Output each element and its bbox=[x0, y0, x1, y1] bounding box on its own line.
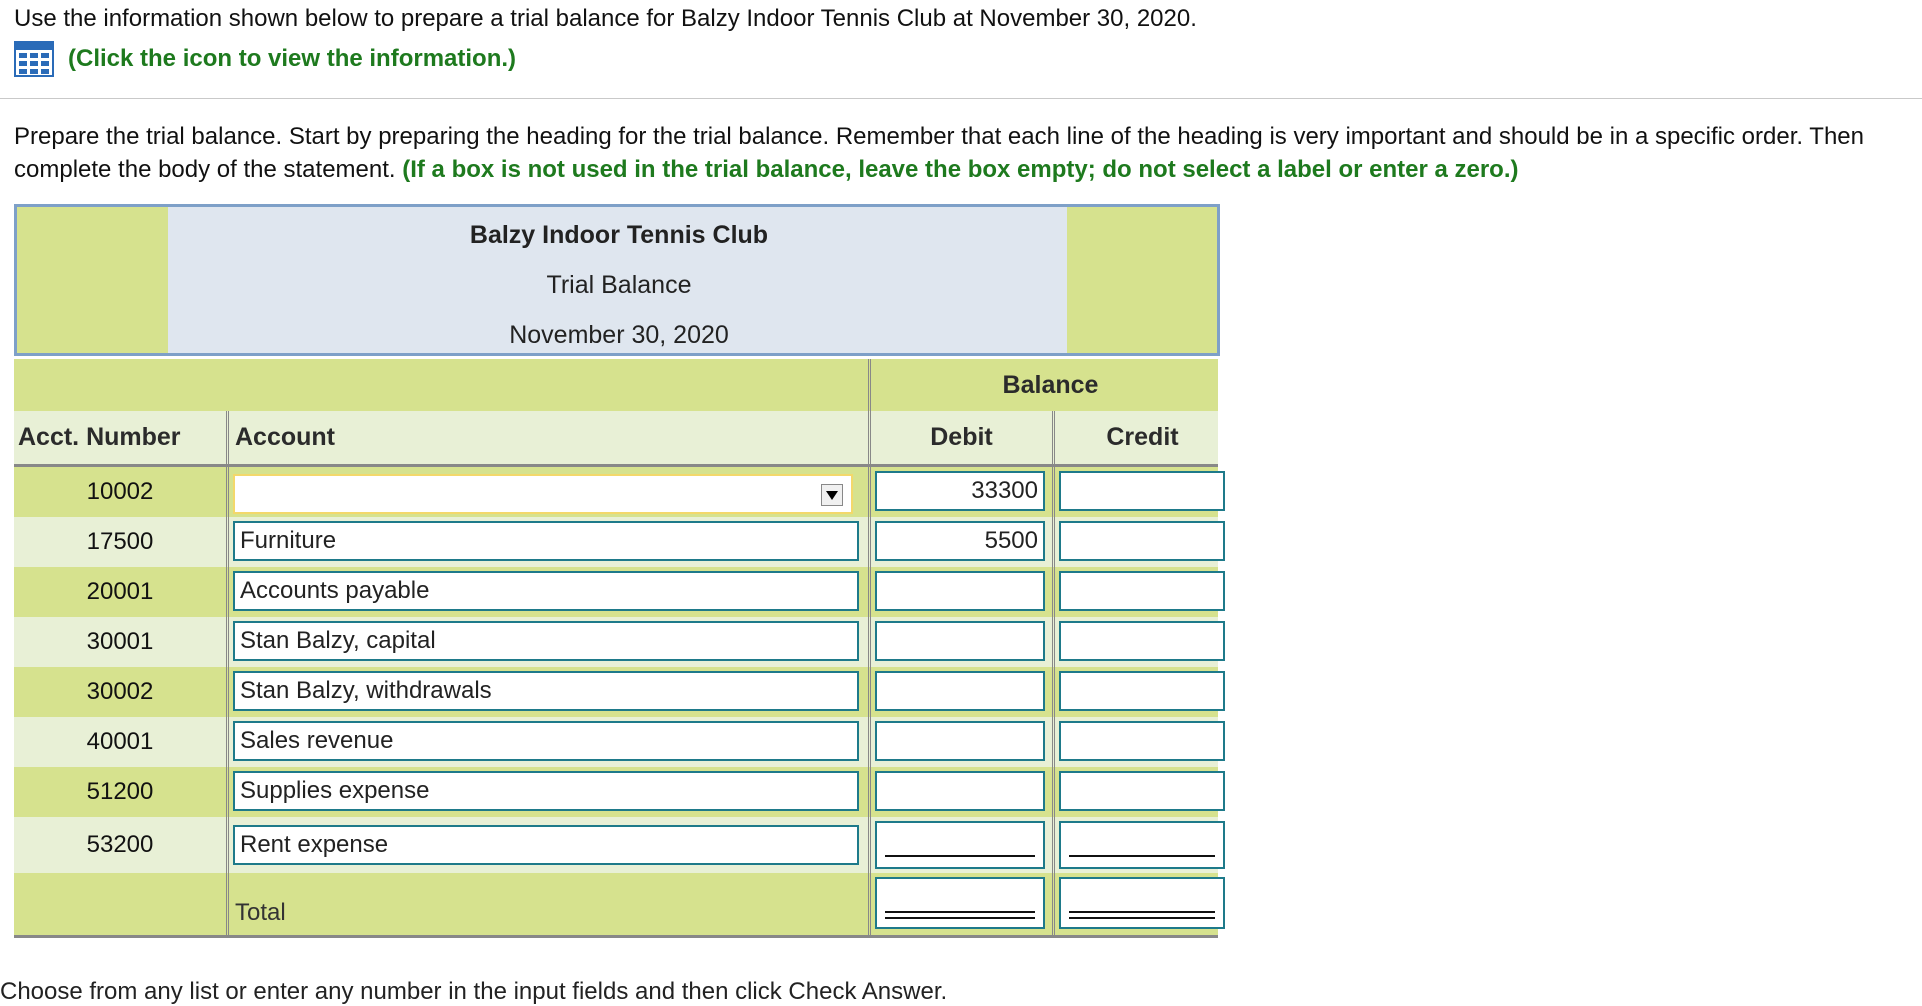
table-row bbox=[14, 467, 1218, 517]
credit-header: Credit bbox=[1106, 423, 1179, 451]
acct-number: 17500 bbox=[86, 528, 154, 555]
table-row bbox=[14, 567, 1218, 617]
account-input[interactable]: Sales revenue bbox=[233, 721, 859, 761]
trial-balance-heading bbox=[14, 204, 1220, 356]
total-debit-input[interactable] bbox=[875, 877, 1045, 929]
debit-input[interactable] bbox=[875, 771, 1045, 811]
acct-number: 30002 bbox=[86, 678, 154, 705]
column-header-row bbox=[14, 411, 1218, 467]
debit-header: Debit bbox=[930, 423, 993, 451]
heading-statement[interactable]: Trial Balance bbox=[546, 271, 692, 299]
balance-header: Balance bbox=[1002, 370, 1099, 399]
table-row bbox=[14, 517, 1218, 567]
credit-input[interactable] bbox=[1059, 821, 1225, 869]
instructions bbox=[14, 120, 1894, 186]
account-select[interactable] bbox=[233, 474, 853, 514]
acct-number-header: Acct. Number bbox=[18, 423, 181, 451]
heading-company[interactable]: Balzy Indoor Tennis Club bbox=[469, 221, 769, 249]
table-row bbox=[14, 617, 1218, 667]
table-row bbox=[14, 817, 1218, 873]
total-row bbox=[14, 873, 1218, 938]
data-table-icon[interactable] bbox=[14, 41, 54, 77]
table-row bbox=[14, 717, 1218, 767]
debit-input[interactable]: 5500 bbox=[875, 521, 1045, 561]
dropdown-arrow-icon[interactable] bbox=[821, 484, 843, 506]
acct-number: 20001 bbox=[86, 578, 154, 605]
balance-header-row bbox=[14, 359, 1218, 414]
acct-number: 30001 bbox=[86, 628, 154, 655]
credit-input[interactable] bbox=[1059, 521, 1225, 561]
footer-instruction: Choose from any list or enter any number in the input fields and then click Check Answer. bbox=[0, 978, 948, 1005]
debit-input[interactable] bbox=[875, 571, 1045, 611]
debit-input[interactable] bbox=[875, 821, 1045, 869]
account-input[interactable]: Rent expense bbox=[233, 825, 859, 865]
acct-number: 53200 bbox=[86, 831, 154, 858]
table-row bbox=[14, 667, 1218, 717]
account-input[interactable]: Supplies expense bbox=[233, 771, 859, 811]
debit-input[interactable] bbox=[875, 721, 1045, 761]
account-input[interactable]: Stan Balzy, capital bbox=[233, 621, 859, 661]
debit-input[interactable] bbox=[875, 671, 1045, 711]
intro-text: Use the information shown below to prepare a trial balance for Balzy Indoor Tennis Club at November 30, 2020. bbox=[14, 5, 1197, 32]
credit-input[interactable] bbox=[1059, 771, 1225, 811]
acct-number: 51200 bbox=[86, 778, 154, 805]
acct-number: 10002 bbox=[86, 478, 154, 505]
instructions-note: (If a box is not used in the trial balance, leave the box empty; do not select a label or enter a zero.) bbox=[402, 156, 1519, 183]
total-credit-input[interactable] bbox=[1059, 877, 1225, 929]
debit-input[interactable]: 33300 bbox=[875, 471, 1045, 511]
account-input[interactable]: Stan Balzy, withdrawals bbox=[233, 671, 859, 711]
credit-input[interactable] bbox=[1059, 721, 1225, 761]
heading-date[interactable]: November 30, 2020 bbox=[509, 321, 729, 349]
account-header: Account bbox=[235, 423, 335, 451]
credit-input[interactable] bbox=[1059, 621, 1225, 661]
info-row bbox=[14, 42, 516, 76]
instructions-text: Prepare the trial balance. Start by preparing the heading for the trial balance. Remember that each line of the heading is very important and should be in a specific order. Then complete the body of the statement. bbox=[14, 123, 1864, 183]
table-row bbox=[14, 767, 1218, 817]
credit-input[interactable] bbox=[1059, 571, 1225, 611]
credit-input[interactable] bbox=[1059, 671, 1225, 711]
debit-input[interactable] bbox=[875, 621, 1045, 661]
account-input[interactable]: Furniture bbox=[233, 521, 859, 561]
account-input[interactable]: Accounts payable bbox=[233, 571, 859, 611]
total-label: Total bbox=[235, 899, 286, 926]
acct-number: 40001 bbox=[86, 728, 154, 755]
view-information-link[interactable]: (Click the icon to view the information.) bbox=[68, 45, 517, 72]
credit-input[interactable] bbox=[1059, 471, 1225, 511]
divider bbox=[0, 98, 1922, 99]
